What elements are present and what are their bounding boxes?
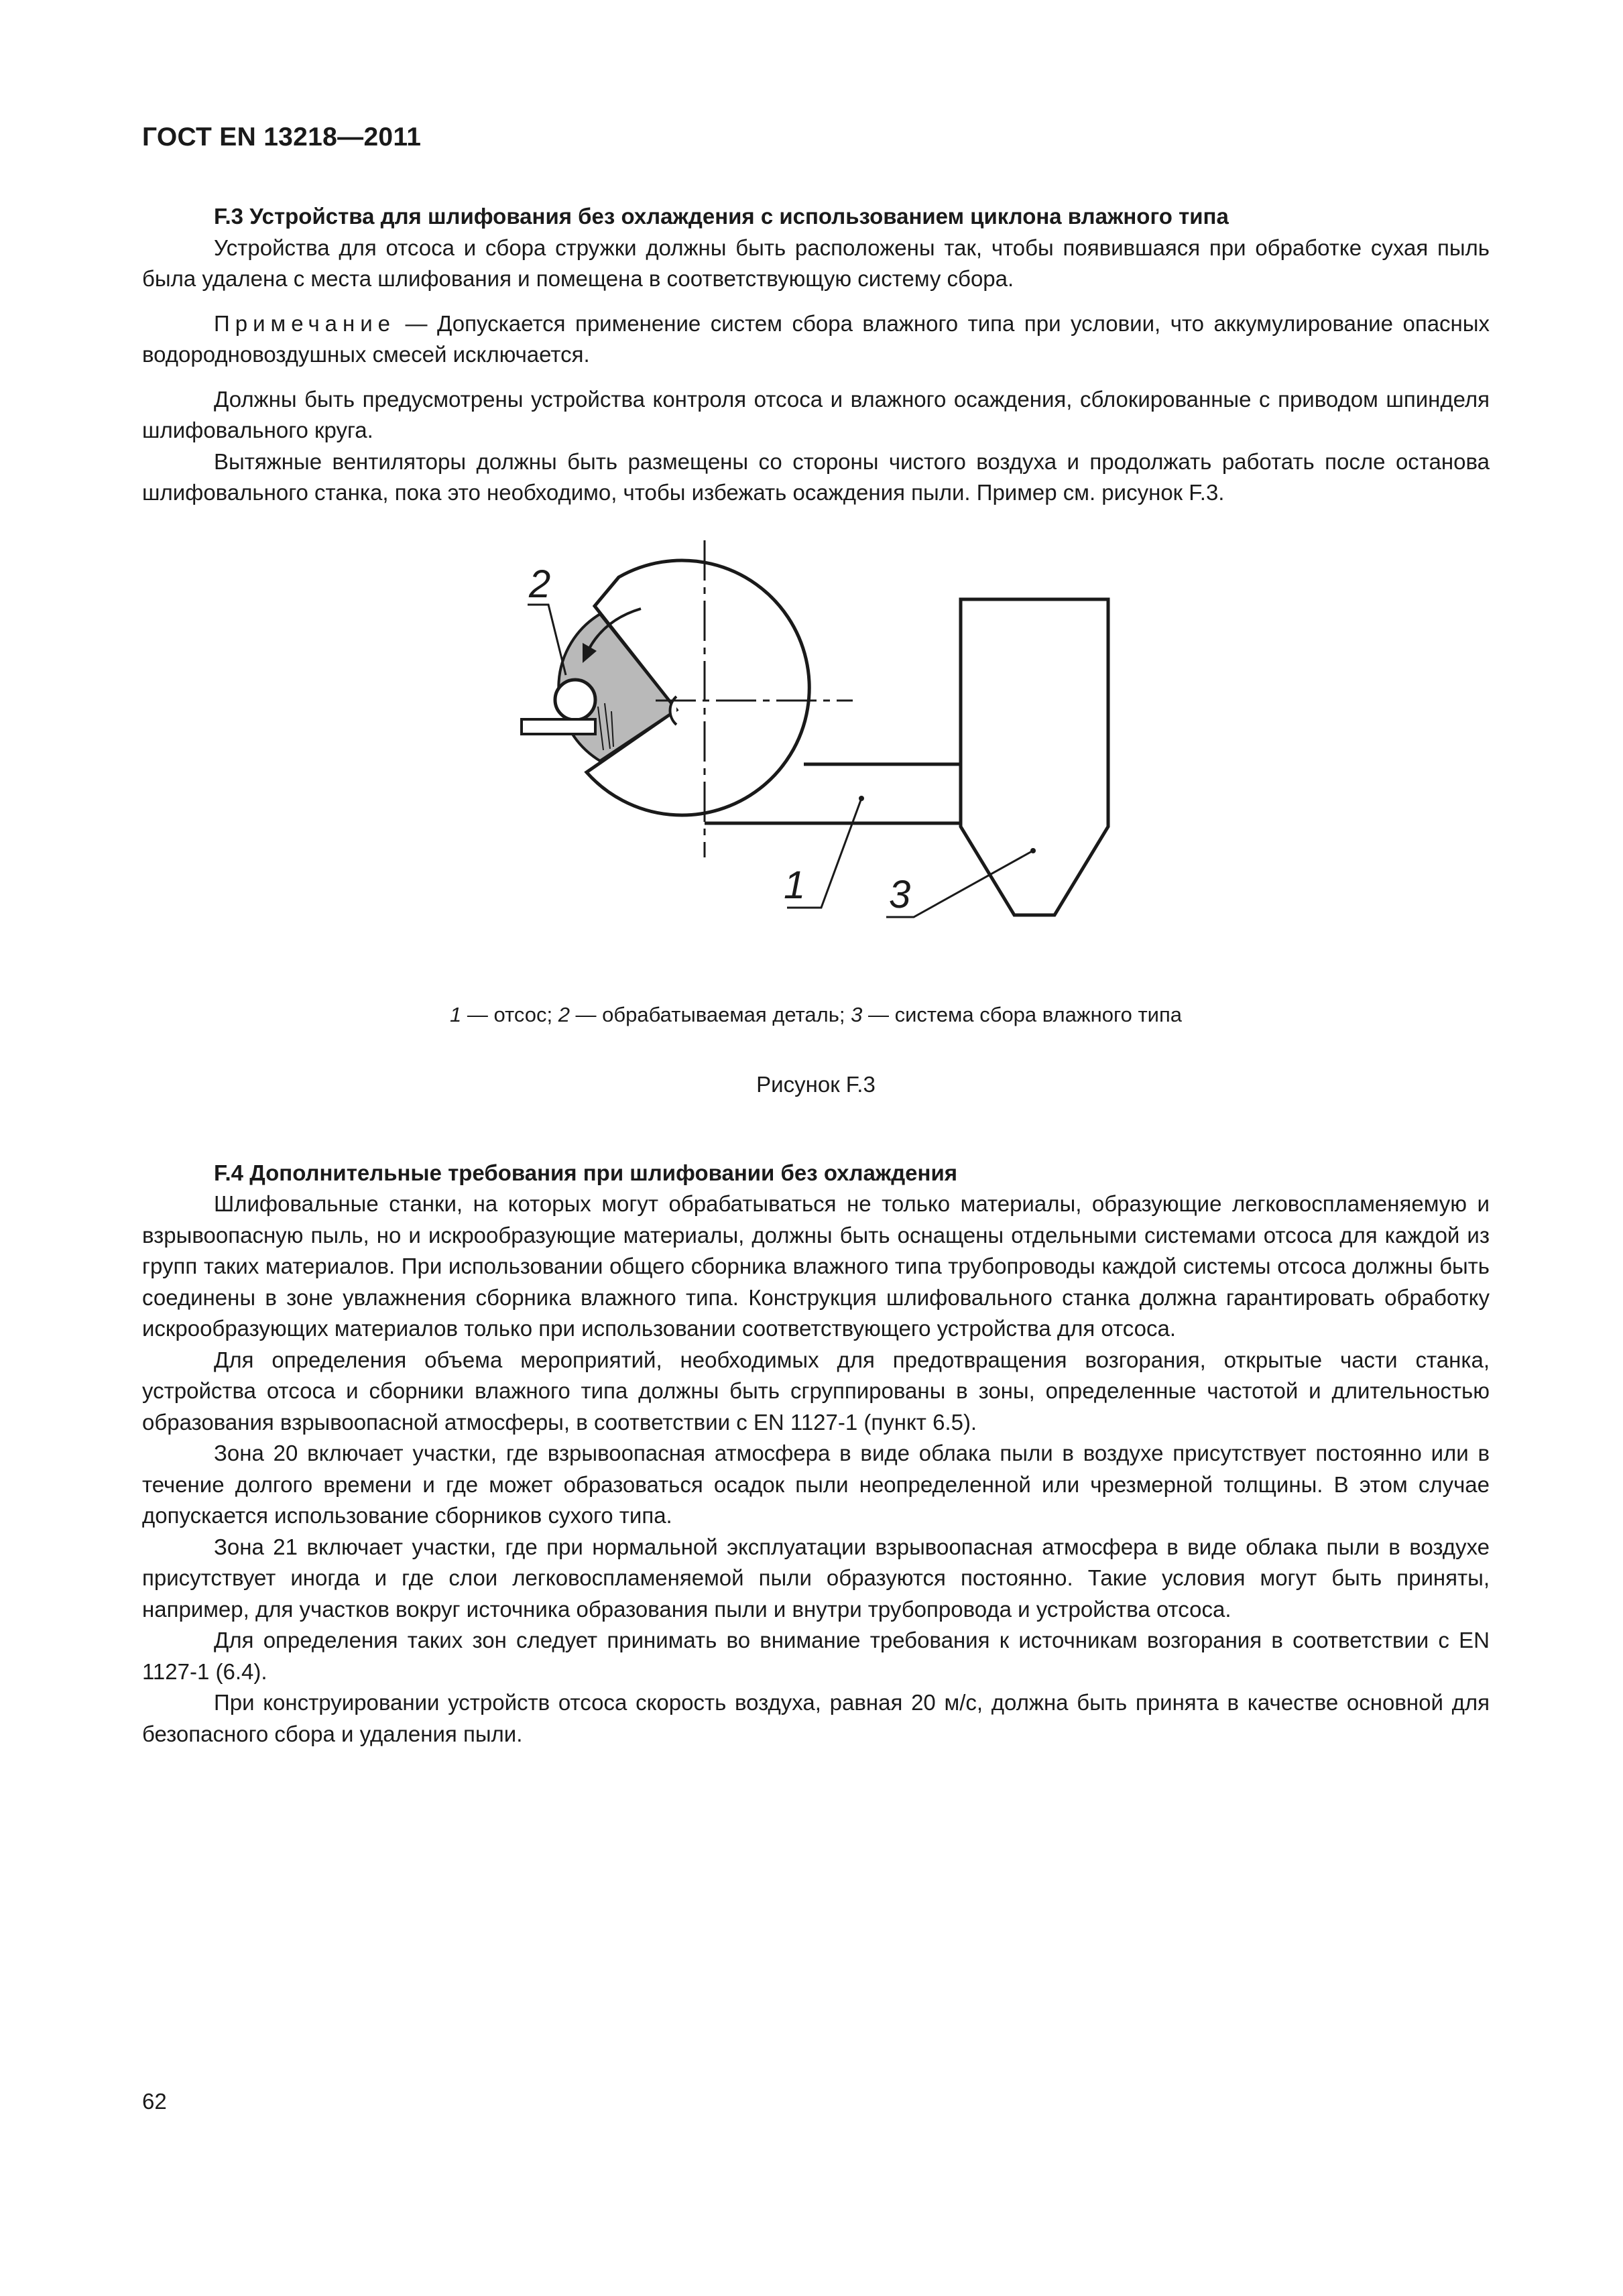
- legend-num-3: 3: [851, 1002, 863, 1026]
- page-number: 62: [142, 2089, 167, 2114]
- wet-collector: [961, 599, 1108, 915]
- section-f4-paragraph-6: При конструировании устройств отсоса скорость воздуха, равная 20 м/с, должна быть принята в качестве основной для безопасного сбора и удаления пыли.: [142, 1690, 1490, 1746]
- section-f4-heading: F.4 Дополнительные требования при шлифовании без охлаждения: [214, 1160, 957, 1185]
- figure-label-2: 2: [529, 562, 551, 606]
- section-f3-paragraph-1: Устройства для отсоса и сбора стружки должны быть расположены так, чтобы появившаяся при обработке сухая пыль была удалена с места шлифования и помещена в соответствующую систему сбора.: [142, 235, 1490, 291]
- note-text: — Допускается применение систем сбора влажного типа при условии, что аккумулирование опасных водородновоздушных смесей исключается.: [142, 310, 1490, 367]
- section-f3-note: [142, 308, 1490, 371]
- workpiece-rest: [522, 719, 595, 734]
- legend-text-2: — обрабатываемая деталь;: [569, 1002, 851, 1026]
- section-f4-paragraph-4: Зона 21 включает участки, где при нормальной эксплуатации взрывоопасная атмосфера в виде облака пыли в воздухе присутствует иногда и где слои легковоспламеняемой пыли образуются постоянно. Такие условия могут быть приняты, например, для участков вокруг источника образования пыли и внутри трубопровода и устройства отсоса.: [142, 1534, 1490, 1622]
- section-f4-paragraph-3: Зона 20 включает участки, где взрывоопасная атмосфера в виде облака пыли в воздухе присутствует постоянно или в течение долгого времени и где может образоваться осадок пыли неопределенной или чрезмерной толщины. В этом случае допускается использование сборников сухого типа.: [142, 1441, 1490, 1528]
- section-f3-heading: F.3 Устройства для шлифования без охлаждения с использованием циклона влажного типа: [214, 204, 1229, 229]
- legend-text-3: — система сбора влажного типа: [862, 1002, 1182, 1026]
- figure-caption: Рисунок F.3: [756, 1071, 876, 1097]
- section-f3-paragraph-2: Должны быть предусмотрены устройства контроля отсоса и влажного осаждения, сблокированные с приводом шпинделя шлифовального круга.: [142, 386, 1490, 442]
- workpiece: [555, 680, 595, 720]
- figure-label-1: 1: [784, 863, 806, 907]
- legend-num-1: 1: [449, 1002, 462, 1026]
- figure-f3-drawing: [142, 536, 1490, 991]
- figure-f3: [142, 536, 1490, 991]
- section-f3-paragraph-3: Вытяжные вентиляторы должны быть размещены со стороны чистого воздуха и продолжать работать после останова шлифовального станка, пока это необходимо, чтобы избежать осаждения пыли. Пример см. рисунок F.3.: [142, 448, 1490, 505]
- section-f4-paragraph-5: Для определения таких зон следует принимать во внимание требования к источникам возгорания в соответствии с EN 1127-1 (6.4).: [142, 1628, 1490, 1684]
- legend-text-1: — отсос;: [461, 1002, 558, 1026]
- legend-num-2: 2: [558, 1002, 570, 1026]
- figure-legend: [142, 1000, 1490, 1030]
- leader-line-2: [528, 605, 566, 675]
- section-f4: [142, 1158, 1490, 1750]
- note-label: Примечание: [214, 310, 396, 336]
- document-header: ГОСТ EN 13218—2011: [142, 123, 422, 152]
- section-f4-paragraph-1: Шлифовальные станки, на которых могут обрабатываться не только материалы, образующие легковоспламеняемую и взрывоопасную пыль, но и искрообразующие материалы, должны быть оснащены отдельными системами отсоса для каждой из групп таких материалов. При использовании общего сборника влажного типа трубопроводы каждой системы отсоса должны быть соединены в зоне увлажнения сборника влажного типа. Конструкция шлифовального станка должна гарантировать обработку искрообразующих материалов только при использовании соответствующего устройства для отсоса.: [142, 1191, 1490, 1341]
- figure-label-3: 3: [889, 872, 911, 916]
- section-f4-paragraph-2: Для определения объема мероприятий, необходимых для предотвращения возгорания, открытые части станка, устройства отсоса и сборники влажного типа должны быть сгруппированы в зоны, определенные частотой и длительностью образования взрывоопасной атмосферы, в соответствии с EN 1127-1 (пункт 6.5).: [142, 1347, 1490, 1435]
- page-content: [142, 201, 1490, 1750]
